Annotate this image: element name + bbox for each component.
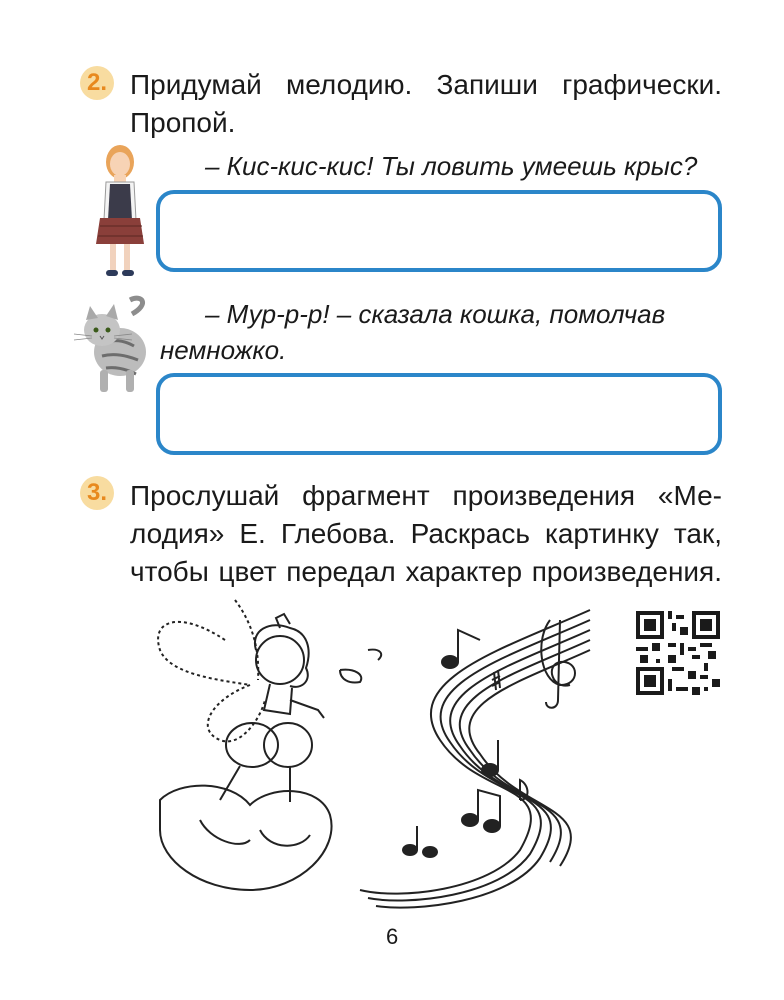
- task-2-instruction: [130, 66, 722, 104]
- task-2-line-1: Придумай мелодию. Запиши графически.: [130, 69, 722, 100]
- task-3-instruction: [130, 477, 722, 591]
- quote-2-line-2: немножко.: [160, 335, 287, 365]
- girl-illustration: [90, 140, 150, 282]
- answer-box-2[interactable]: [156, 373, 722, 455]
- answer-box-1[interactable]: [156, 190, 722, 272]
- fairy-music-coloring-picture: [140, 590, 620, 920]
- task-3-line-1: Прослушай фрагмент произведения «Ме-: [130, 480, 722, 511]
- task-2-number: 2.: [80, 66, 114, 100]
- task-2-instruction-cont: [130, 104, 722, 142]
- cat-illustration: [72, 294, 156, 396]
- task-3-line-2: лодия» Е. Глебова. Раскрась картинку так,: [130, 518, 722, 549]
- quote-2-line-1: – Мур-р-р! – сказала кошка, помолчав: [205, 299, 666, 329]
- page-number: 6: [386, 924, 399, 949]
- task-3-line-3: чтобы цвет передал характер произведения.: [130, 556, 722, 587]
- task-3-number: 3.: [80, 476, 114, 510]
- quote-1: – Кис-кис-кис! Ты ловить умеешь крыс?: [205, 151, 698, 181]
- qr-code: [636, 611, 720, 695]
- task-2-line-2: Пропой.: [130, 107, 236, 138]
